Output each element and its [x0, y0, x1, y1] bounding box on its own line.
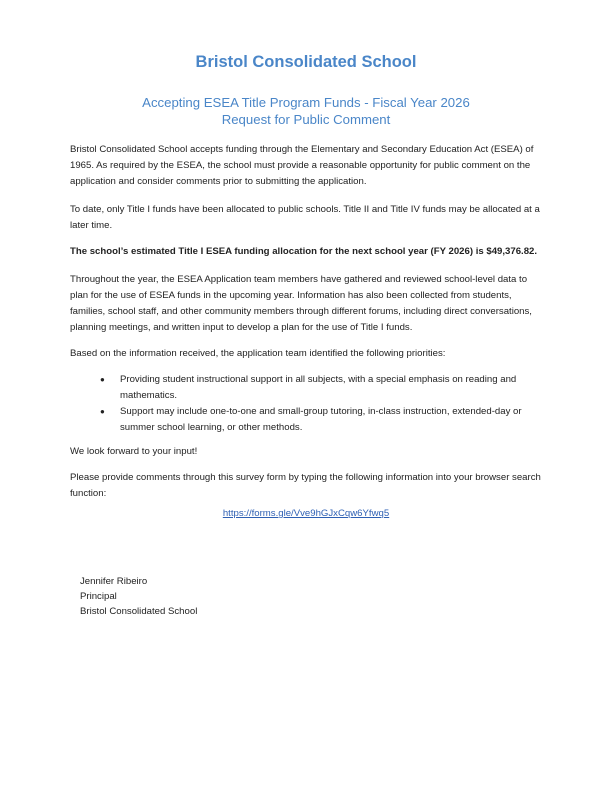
intro-paragraph: Bristol Consolidated School accepts funding through the Elementary and Secondary Education Act (ESEA) of 1965. As required by the ESEA, the school must provide a reasonable opportunity for public comment on the application and consider comments prior to submitting the application.	[70, 144, 534, 187]
process-paragraph: Throughout the year, the ESEA Application team members have gathered and reviewed school-level data to plan for the use of ESEA funds in the upcoming year. Information has also been collected from students, families, school staff, and other community members through different forums, including direct conversations, planning meetings, and written input to develop a plan for the use of Title I funds.	[70, 274, 532, 333]
closing-text: We look forward to your input!	[70, 446, 198, 457]
survey-link[interactable]: https://forms.gle/Vve9hGJxCqw6Yfwq5	[222, 508, 390, 519]
priority-text: Support may include one-to-one and small-group tutoring, in-class instruction, extended-day or summer school learning, or other methods.	[120, 406, 522, 433]
priorities-intro: Based on the information received, the application team identified the following priorities:	[70, 348, 446, 359]
signature-organization: Bristol Consolidated School	[80, 606, 198, 617]
bullet-icon: ●	[100, 375, 105, 384]
subtitle-line-1: Accepting ESEA Title Program Funds - Fiscal Year 2026	[142, 95, 470, 110]
signature-name: Jennifer Ribeiro	[80, 576, 148, 587]
list-item	[100, 372, 542, 404]
signature-title: Principal	[80, 591, 117, 602]
funding-allocation-statement: The school’s estimated Title I ESEA funding allocation for the next school year (FY 2026) is $49,376.82.	[70, 246, 538, 257]
signature-block	[80, 574, 197, 619]
allocation-paragraph: To date, only Title I funds have been allocated to public schools. Title II and Title IV funds may be allocated at a later time.	[70, 204, 540, 231]
list-item	[100, 404, 542, 436]
priority-text: Providing student instructional support in all subjects, with a special emphasis on reading and mathematics.	[120, 374, 517, 401]
survey-instructions: Please provide comments through this survey form by typing the following information into your browser search function:	[70, 472, 541, 499]
priorities-list	[70, 372, 542, 436]
subtitle-line-2: Request for Public Comment	[221, 112, 391, 127]
bullet-icon: ●	[100, 407, 105, 416]
page-title: Bristol Consolidated School	[195, 53, 417, 71]
